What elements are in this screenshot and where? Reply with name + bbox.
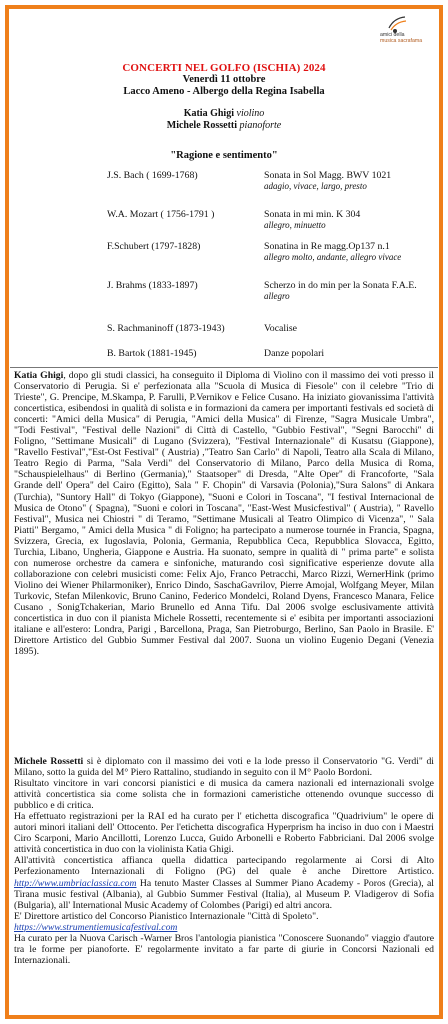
tempo: allegro molto, andante, allegro vivace	[264, 252, 402, 262]
performers	[0, 108, 448, 132]
tempo: allegro	[264, 291, 290, 301]
bio-katia-ghigi	[14, 370, 434, 657]
bio-michele-rossetti	[14, 756, 434, 966]
bio-paragraph: Risultato vincitore in vari concorsi pianistici e di musica da camera nazionali ed internazionali svolge attività concertistica sia come solista che in formazioni cameristiche ottenendo ovunque successo di pubblico e di critica.	[14, 778, 434, 812]
organization-logo	[366, 14, 436, 54]
event-title: CONCERTI NEL GOLFO (ISCHIA) 2024	[122, 62, 326, 74]
program-title: "Ragione e sentimento"	[170, 150, 278, 161]
tempo: allegro, minuetto	[264, 220, 326, 230]
event-date: Venerdì 11 ottobre	[182, 74, 266, 85]
composer: W.A. Mozart ( 1756-1791 )	[107, 209, 215, 220]
bio-paragraph: Michele Rossetti si è diplomato con il massimo dei voti e la lode presso il Conservatorio "G. Verdi" di Milano, sotto la guida del M° Piero Rattalino, studiando in seguito con il M° Paolo Bordoni.	[14, 756, 434, 779]
bio-paragraph: E' Direttore artistico del Concorso Pianistico Internazionale "Città di Spoleto".	[14, 910, 319, 922]
divider	[10, 367, 438, 368]
bio-paragraph	[14, 922, 434, 933]
piece: Sonata in mi min. K 304 allegro, minuetto	[264, 209, 432, 231]
event-venue: Lacco Ameno - Albergo della Regina Isabella	[123, 86, 325, 97]
tempo: adagio, vivace, largo, presto	[264, 181, 367, 191]
festival-link[interactable]: https://www.strumentiemusicafestival.com	[14, 921, 178, 933]
piece: Scherzo in do min per la Sonata F.A.E. allegro	[264, 280, 432, 302]
bio-paragraph: Katia Ghigi, dopo gli studi classici, ha conseguito il Diploma di Violino con il massimo dei voti presso il Conservatorio di Perugia. Si e' perfezionata alla "Scuola di Musica di Fiesole" con il celebre "Trio di Trieste", G. Prencipe, M.Skampa, P. Farulli, P.Vernikov e Felice Cusano. Ha iniziato giovanissima l'attività concertistica, esibendosi in qualità di solista e in formazioni da camera per importanti festivals ed società di concerti: "Amici della Musica" di Perugia, "Amici della Musica" di Firenze, "Sagra Musicale Umbra", "Todi Festival", "Festival delle Nazioni" di Città di Castello, "Gubbio Festival", "Segni Barocchi" di Foligno, "Settimane Musicali" di Lugano (Svizzera), "Festival Internazionale" di Kusatsu (Giappone), "Ravello Festival","Est-Ost Festival" ( Austria) ,"Teatro San Carlo" di Napoli, Teatro alla Scala di Milano, Teatro Regio di Parma, "Sala Verdi" del Conservatorio di Milano, Parco della Musica di Roma, "Schauspielelhaus" di Berlino (Germania)," Staatsoper" di Dresda, "Alte Oper" di Francoforte, "Sala Grande dell' Opera" del Cairo (Egitto), Sala " F. Chopin" di Varsavia (Polonia),"Sura Salons" di Ankara (Turchia), "Suntory Hall" di Tokyo (Giappone), "Suoni e Colori in Toscana", "I festival Internacional de Musica de Otono" ( Spagna), "Suoni e colori in Toscana", "East-West Musicfestival" ( Austria), " Ravello Festival", Musica nei Chiostri " di Teramo, "Settimane Musicali al Teatro Olimpico di Vicenza", " Sala Piatti" Bergamo, " Amici della Musica " di Foligno; ha partecipato a numerose tournée in Francia, Spagna, Svizzera, Grecia, ex Iugoslavia, Polonia, Germania, Repubblica Ceca, Repubblica Slovacca, Egitto, Turchia, Libano, Ungheria, Giappone e Austria. Ha suonato, sempre in qualità di " prima parte" e solista con numerose orchestre da camera e sinfoniche, maturando così significative esperienze dovute alla collaborazione con celebri musicisti come: Felix Ajo, Franco Petracchi, Marco Rizzi, WernerHink (primo Violino dei Wiener Philarmoniker), Enrico Dindo, SaschaGavrilov, Pierre Amojal, Wolfgang Meyer, Milan Turkovic, Stefan Milenkovic, Bruno Canino, Federico Mondelci, Roland Dyens, Francesco Manara, Felice Cusano , SonigTchakerian, Mario Brunello ed Anna Tifu. Dal 2006 svolge esclusivamente attività concertistica in duo con il pianista Michele Rossetti, recentemente si e' esibita per importanti associazioni italiane e all'estero: Londra, Parigi , Barcellona, Praga, San Pietroburgo, Berlino, San Paolo in Brasile. E' Direttore Artistico del Gubbio Summer Festival dal 2007. Suona un violino Eugenio Degani (Venezia 1895).	[14, 370, 434, 658]
logo-line-1: amici della	[380, 32, 405, 38]
logo-line-2: musica sacrafama	[380, 38, 423, 44]
piece: Sonatina in Re magg.Op137 n.1 allegro molto, andante, allegro vivace	[264, 241, 432, 263]
logo-text	[380, 32, 422, 44]
bio-name: Michele Rossetti	[14, 756, 84, 767]
composer: S. Rachmaninoff (1873-1943)	[107, 323, 225, 334]
bio-paragraph: Ha effettuato registrazioni per la RAI ed ha curato per l' etichetta discografica "Quadrivium" le opere di autori minori italiani dell' Ottocento. Per l'etichetta discografica Hyperprism ha inciso in duo con i Maestri Ciro Scarponi, Mario Ancillotti, Lorenzo Lucca, Guido Arbonelli e Roberto Fabbriciani. Dal 2006 svolge attività concertistica in duo con la violinista Katia Ghigi.	[14, 811, 434, 856]
bio-paragraph: All'attività concertistica affianca quella didattica partecipando regolarmente ai Corsi di Alto Perfezionamento Internazionali di Foligno (PG) del quale è anche Direttore Artistico. http://www.umbriaclassica.com Ha tenuto Master Classes al Summer Piano Academy - Poros (Grecia), al Tirana music festival (Albania), al Gubbio Summer Festival (Italia), al Museum P. Vladigerov di Sofia (Bulgaria), all' International Music Academy of Colombes (Parigi) ed altri ancora.	[14, 855, 434, 911]
performer-1: Katia Ghigi violino	[183, 108, 265, 119]
composer: B. Bartok (1881-1945)	[107, 348, 197, 359]
composer: J.S. Bach ( 1699-1768)	[107, 170, 198, 181]
bio-name: Katia Ghigi	[14, 370, 64, 381]
piece: Danze popolari	[264, 348, 325, 359]
composer: J. Brahms (1833-1897)	[107, 280, 198, 291]
bio-paragraph: Ha curato per la Nuova Carisch -Warner Bros l'antologia pianistica "Conoscere Suonando" viaggio d'autore tra le forme per pianoforte. E' regolarmente invitato a far parte di giurie in Concorsi Nazionali ed Internazionali.	[14, 932, 434, 966]
piece: Sonata in Sol Magg. BWV 1021 adagio, vivace, largo, presto	[264, 170, 432, 192]
performer-2: Michele Rossetti pianoforte	[166, 120, 282, 131]
composer: F.Schubert (1797-1828)	[107, 241, 201, 252]
piece: Vocalise	[264, 323, 298, 334]
umbriaclassica-link[interactable]: http://www.umbriaclassica.com	[14, 877, 137, 889]
